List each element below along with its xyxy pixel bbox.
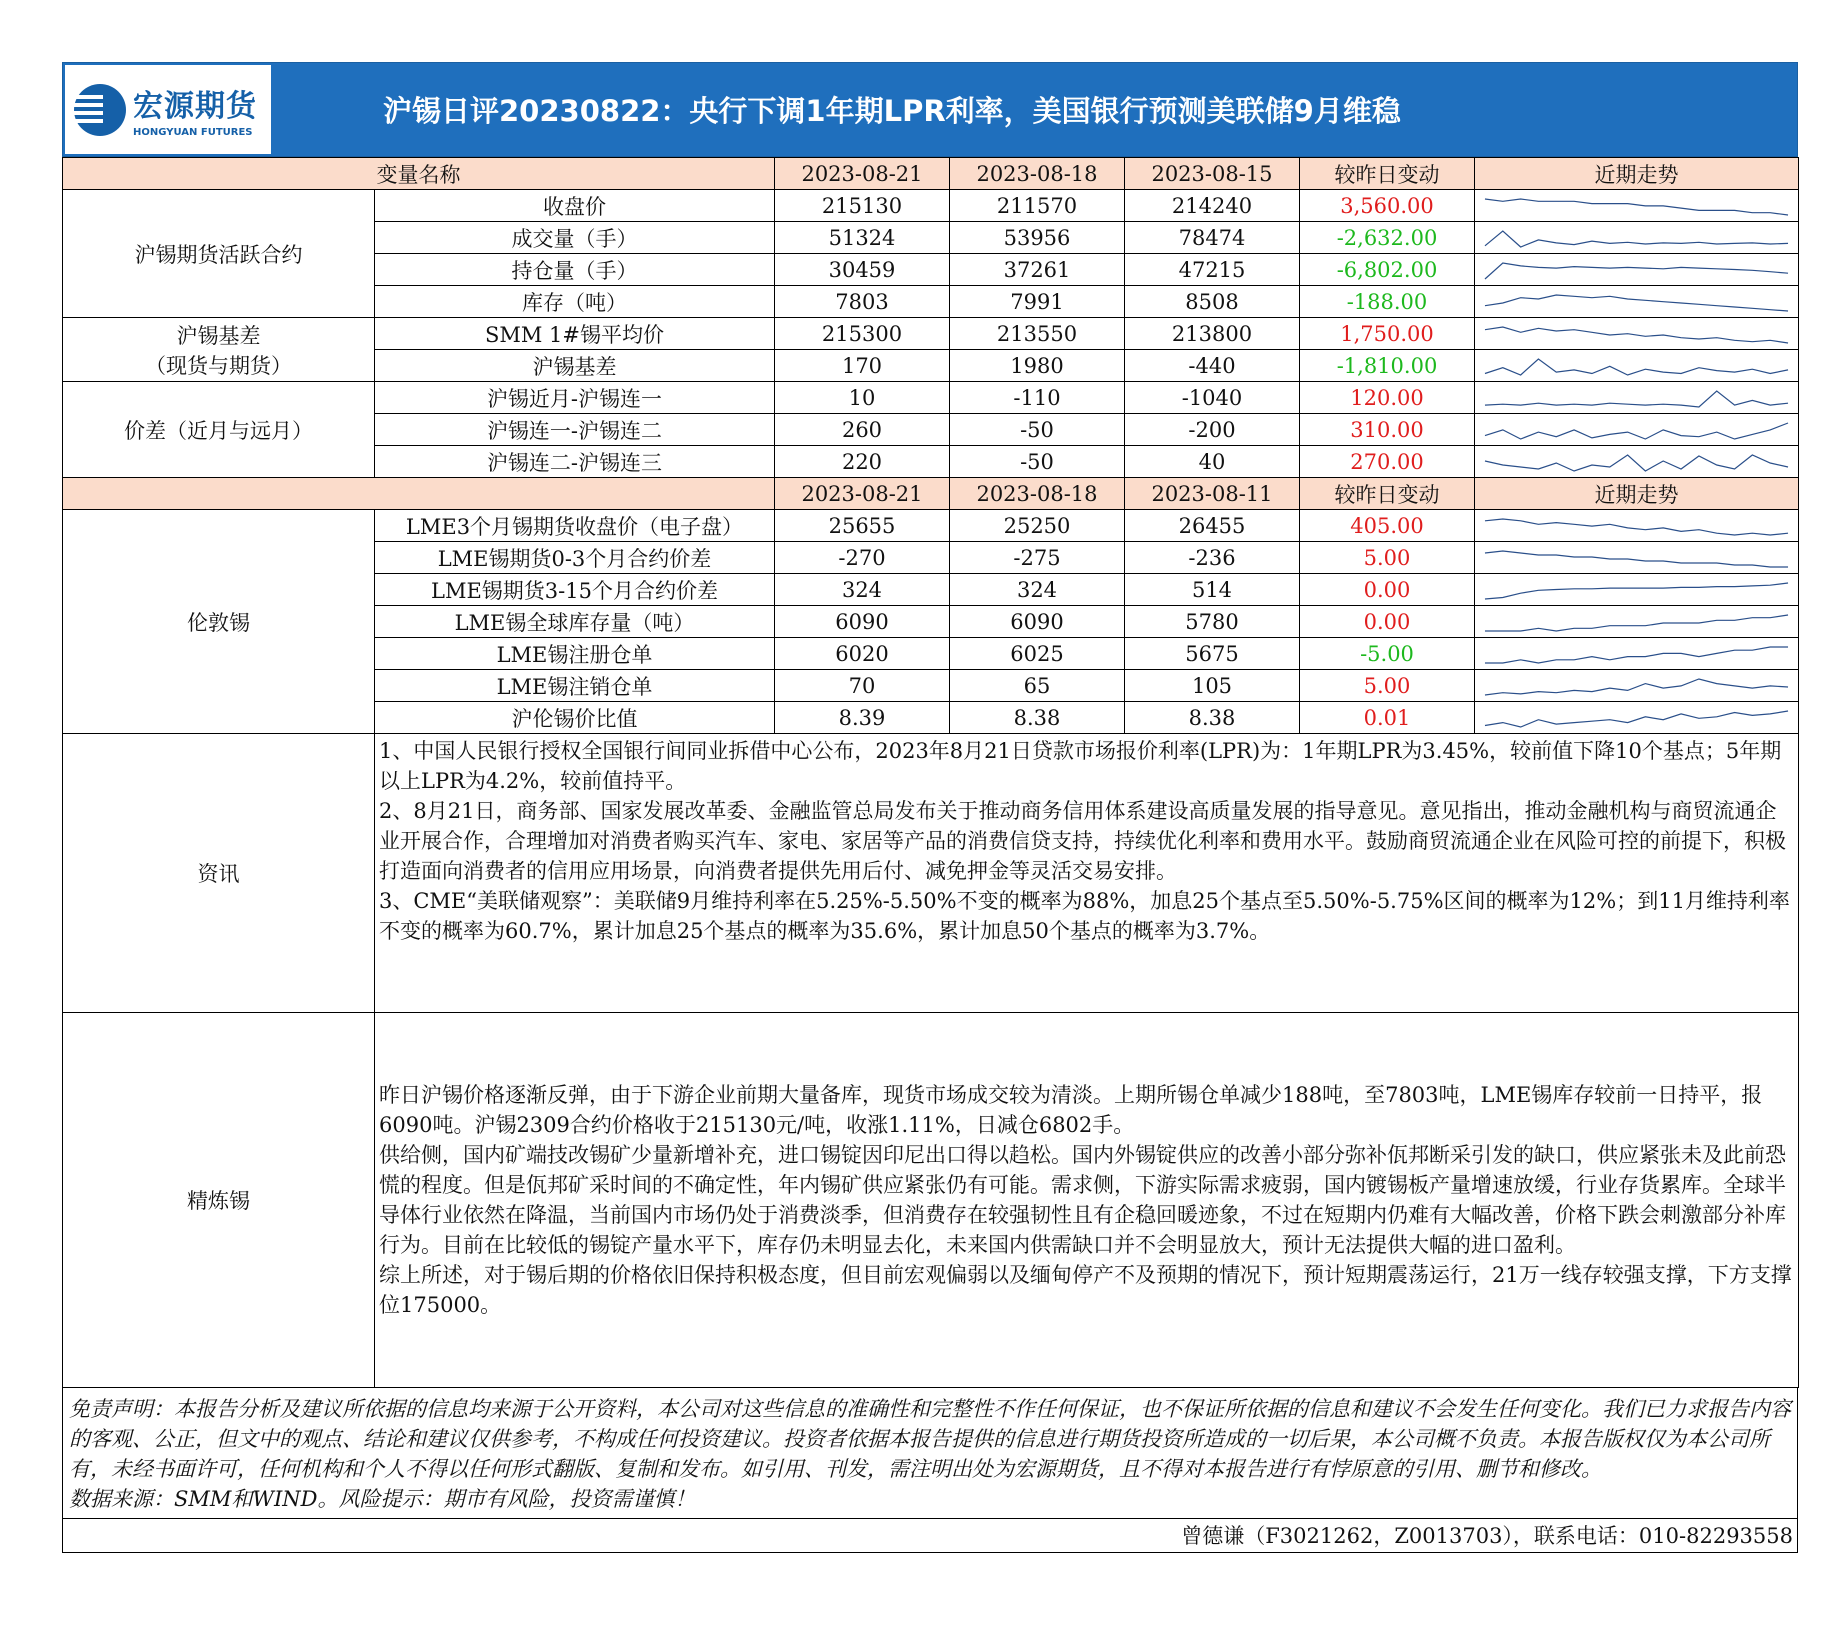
change-cell: 1,750.00 bbox=[1300, 318, 1475, 350]
change-cell: 120.00 bbox=[1300, 382, 1475, 414]
value-cell: 213800 bbox=[1125, 318, 1300, 350]
trend-sparkline bbox=[1475, 382, 1799, 414]
sparkline-line bbox=[1485, 359, 1788, 375]
news-content bbox=[375, 734, 1799, 1013]
value-cell: 5780 bbox=[1125, 606, 1300, 638]
header-trend: 近期走势 bbox=[1475, 478, 1799, 510]
value-cell: -50 bbox=[950, 446, 1125, 478]
variable-label: SMM 1#锡平均价 bbox=[375, 318, 775, 350]
value-cell: 25250 bbox=[950, 510, 1125, 542]
sparkline-line bbox=[1485, 615, 1788, 631]
change-cell: -188.00 bbox=[1300, 286, 1475, 318]
refined-paragraph: 昨日沪锡价格逐渐反弹，由于下游企业前期大量备库，现货市场成交较为清淡。上期所锡仓单减少188吨，至7803吨，LME锡库存较前一日持平，报6090吨。沪锡2309合约价格收于215130元/吨，收涨1.11%，日减仓6802手。 bbox=[379, 1083, 1763, 1137]
sparkline-chart bbox=[1475, 671, 1798, 700]
group-label bbox=[63, 190, 375, 318]
value-cell: 26455 bbox=[1125, 510, 1300, 542]
value-cell: -200 bbox=[1125, 414, 1300, 446]
sparkline-line bbox=[1485, 519, 1788, 535]
value-cell: 8.39 bbox=[775, 702, 950, 734]
refined-paragraph: 综上所述，对于锡后期的价格依旧保持积极态度，但目前宏观偏弱以及缅甸停产不及预期的情况下，预计短期震荡运行，21万一线存较强支撑，下方支撑位175000。 bbox=[379, 1263, 1792, 1317]
value-cell: 10 bbox=[775, 382, 950, 414]
report-header bbox=[62, 62, 1798, 157]
variable-label: 库存（吨） bbox=[375, 286, 775, 318]
sparkline-chart bbox=[1475, 703, 1798, 732]
header-date: 2023-08-15 bbox=[1125, 158, 1300, 190]
refined-label: 精炼锡 bbox=[63, 1013, 375, 1388]
change-cell: -5.00 bbox=[1300, 638, 1475, 670]
value-cell: -50 bbox=[950, 414, 1125, 446]
sparkline-chart bbox=[1475, 415, 1798, 444]
change-cell: 5.00 bbox=[1300, 542, 1475, 574]
sparkline-line bbox=[1485, 263, 1788, 279]
value-cell: 8.38 bbox=[950, 702, 1125, 734]
variable-label: LME锡期货3-15个月合约价差 bbox=[375, 574, 775, 606]
sparkline-chart bbox=[1475, 447, 1798, 476]
value-cell: 6090 bbox=[775, 606, 950, 638]
trend-sparkline bbox=[1475, 670, 1799, 702]
value-cell: 324 bbox=[950, 574, 1125, 606]
sparkline-chart bbox=[1475, 639, 1798, 668]
news-label: 资讯 bbox=[63, 734, 375, 1013]
value-cell: 7991 bbox=[950, 286, 1125, 318]
trend-sparkline bbox=[1475, 510, 1799, 542]
data-table bbox=[62, 157, 1799, 1388]
trend-sparkline bbox=[1475, 574, 1799, 606]
hongyuan-logo-icon bbox=[73, 73, 127, 147]
variable-label: 沪锡基差 bbox=[375, 350, 775, 382]
header-change: 较昨日变动 bbox=[1300, 478, 1475, 510]
sparkline-chart bbox=[1475, 511, 1798, 540]
value-cell: 65 bbox=[950, 670, 1125, 702]
sparkline-chart bbox=[1475, 383, 1798, 412]
value-cell: -236 bbox=[1125, 542, 1300, 574]
trend-sparkline bbox=[1475, 254, 1799, 286]
trend-sparkline bbox=[1475, 190, 1799, 222]
sparkline-line bbox=[1485, 423, 1788, 439]
change-cell: -2,632.00 bbox=[1300, 222, 1475, 254]
sparkline-chart bbox=[1475, 351, 1798, 380]
logo-en-text: HONGYUAN FUTURES bbox=[133, 127, 253, 138]
news-row bbox=[63, 734, 1799, 1013]
sparkline-line bbox=[1485, 551, 1788, 567]
value-cell: -110 bbox=[950, 382, 1125, 414]
data-row bbox=[63, 382, 1799, 414]
value-cell: 211570 bbox=[950, 190, 1125, 222]
group-name: 价差（近月与远月） bbox=[124, 418, 313, 443]
variable-label: LME3个月锡期货收盘价（电子盘） bbox=[375, 510, 775, 542]
value-cell: 30459 bbox=[775, 254, 950, 286]
change-cell: 5.00 bbox=[1300, 670, 1475, 702]
disclaimer bbox=[62, 1388, 1798, 1519]
header-date: 2023-08-11 bbox=[1125, 478, 1300, 510]
group-name: 沪锡期货活跃合约 bbox=[134, 242, 303, 267]
variable-label: LME锡注册仓单 bbox=[375, 638, 775, 670]
sparkline-chart bbox=[1475, 543, 1798, 572]
header-date: 2023-08-21 bbox=[775, 478, 950, 510]
value-cell: -1040 bbox=[1125, 382, 1300, 414]
value-cell: 25655 bbox=[775, 510, 950, 542]
value-cell: 5675 bbox=[1125, 638, 1300, 670]
change-cell: 405.00 bbox=[1300, 510, 1475, 542]
variable-label: LME锡全球库存量（吨） bbox=[375, 606, 775, 638]
value-cell: 215130 bbox=[775, 190, 950, 222]
header-date: 2023-08-18 bbox=[950, 158, 1125, 190]
value-cell: 170 bbox=[775, 350, 950, 382]
value-cell: 220 bbox=[775, 446, 950, 478]
sparkline-chart bbox=[1475, 319, 1798, 348]
trend-sparkline bbox=[1475, 606, 1799, 638]
change-cell: 0.00 bbox=[1300, 606, 1475, 638]
news-paragraph: 1、中国人民银行授权全国银行间同业拆借中心公布，2023年8月21日贷款市场报价利率(LPR)为：1年期LPR为3.45%，较前值下降10个基点；5年期以上LPR为4.2%，较前值持平。 bbox=[379, 739, 1782, 793]
change-cell: 0.00 bbox=[1300, 574, 1475, 606]
sparkline-chart bbox=[1475, 191, 1798, 220]
variable-label: LME锡注销仓单 bbox=[375, 670, 775, 702]
trend-sparkline bbox=[1475, 702, 1799, 734]
sparkline-line bbox=[1485, 391, 1788, 407]
header-date: 2023-08-18 bbox=[950, 478, 1125, 510]
refined-row bbox=[63, 1013, 1799, 1388]
data-source-text: 数据来源：SMM和WIND。风险提示：期市有风险，投资需谨慎！ bbox=[69, 1487, 696, 1511]
value-cell: 37261 bbox=[950, 254, 1125, 286]
value-cell: 40 bbox=[1125, 446, 1300, 478]
trend-sparkline bbox=[1475, 638, 1799, 670]
sparkline-chart bbox=[1475, 223, 1798, 252]
sparkline-chart bbox=[1475, 287, 1798, 316]
trend-sparkline bbox=[1475, 350, 1799, 382]
trend-sparkline bbox=[1475, 222, 1799, 254]
value-cell: 78474 bbox=[1125, 222, 1300, 254]
trend-sparkline bbox=[1475, 414, 1799, 446]
value-cell: 7803 bbox=[775, 286, 950, 318]
sparkline-chart bbox=[1475, 255, 1798, 284]
value-cell: 8.38 bbox=[1125, 702, 1300, 734]
value-cell: 215300 bbox=[775, 318, 950, 350]
group-label bbox=[63, 382, 375, 478]
refined-content bbox=[375, 1013, 1799, 1388]
trend-sparkline bbox=[1475, 446, 1799, 478]
value-cell: 1980 bbox=[950, 350, 1125, 382]
value-cell: -270 bbox=[775, 542, 950, 574]
header-row bbox=[63, 478, 1799, 510]
variable-label: LME锡期货0-3个月合约价差 bbox=[375, 542, 775, 574]
refined-paragraph: 供给侧，国内矿端技改锡矿少量新增补充，进口锡锭因印尼出口得以趋松。国内外锡锭供应的改善小部分弥补佤邦断采引发的缺口，供应紧张未及此前恐慌的程度。但是佤邦矿采时间的不确定性，年内锡矿供应紧张仍有可能。需求侧，下游实际需求疲弱，国内镀锡板产量增速放缓，行业存货累库。全球半导体行业依然在降温，当前国内市场仍处于消费淡季，但消费存在较强韧性且有企稳回暖迹象，不过在短期内仍难有大幅改善，价格下跌会刺激部分补库行为。目前在比较低的锡锭产量水平下，库存仍未明显去化，未来国内供需缺口并不会明显放大，预计无法提供大幅的进口盈利。 bbox=[379, 1143, 1786, 1257]
variable-label: 成交量（手） bbox=[375, 222, 775, 254]
company-logo bbox=[65, 65, 271, 154]
value-cell: 53956 bbox=[950, 222, 1125, 254]
report-sheet bbox=[62, 62, 1798, 1553]
sparkline-line bbox=[1485, 327, 1788, 343]
sparkline-line bbox=[1485, 647, 1788, 663]
variable-label: 持仓量（手） bbox=[375, 254, 775, 286]
group-subname: （现货与期货） bbox=[145, 353, 292, 378]
sparkline-line bbox=[1485, 199, 1788, 215]
disclaimer-text: 免责声明：本报告分析及建议所依据的信息均来源于公开资料，本公司对这些信息的准确性和完整性不作任何保证，也不保证所依据的信息和建议不会发生任何变化。我们已力求报告内容的客观、公正，但文中的观点、结论和建议仅供参考，不构成任何投资建议。投资者依据本报告提供的信息进行期货投资所造成的一切后果，本公司概不负责。本报告版权仅为本公司所有，未经书面许可，任何机构和个人不得以任何形式翻版、复制和发布。如引用、刊发，需注明出处为宏源期货，且不得对本报告进行有悖原意的引用、删节和修改。 bbox=[69, 1397, 1791, 1481]
sparkline-chart bbox=[1475, 575, 1798, 604]
value-cell: 324 bbox=[775, 574, 950, 606]
header-row bbox=[63, 158, 1799, 190]
variable-label: 收盘价 bbox=[375, 190, 775, 222]
contact-line: 曾德谦（F3021262，Z0013703），联系电话：010-82293558 bbox=[62, 1519, 1798, 1553]
sparkline-line bbox=[1485, 711, 1788, 727]
variable-label: 沪锡连二-沪锡连三 bbox=[375, 446, 775, 478]
report-title: 沪锡日评20230822：央行下调1年期LPR利率，美国银行预测美联储9月维稳 bbox=[383, 94, 1401, 128]
value-cell: 6020 bbox=[775, 638, 950, 670]
value-cell: 6025 bbox=[950, 638, 1125, 670]
variable-label: 沪锡连一-沪锡连二 bbox=[375, 414, 775, 446]
sparkline-line bbox=[1485, 679, 1788, 695]
change-cell: -1,810.00 bbox=[1300, 350, 1475, 382]
group-label: 伦敦锡 bbox=[63, 510, 375, 734]
sparkline-line bbox=[1485, 295, 1788, 311]
header-date: 2023-08-21 bbox=[775, 158, 950, 190]
value-cell: 105 bbox=[1125, 670, 1300, 702]
data-row bbox=[63, 510, 1799, 542]
value-cell: 514 bbox=[1125, 574, 1300, 606]
change-cell: 310.00 bbox=[1300, 414, 1475, 446]
change-cell: -6,802.00 bbox=[1300, 254, 1475, 286]
variable-label: 沪伦锡价比值 bbox=[375, 702, 775, 734]
variable-label: 沪锡近月-沪锡连一 bbox=[375, 382, 775, 414]
data-row bbox=[63, 190, 1799, 222]
news-paragraph: 3、CME“美联储观察”：美联储9月维持利率在5.25%-5.50%不变的概率为88%，加息25个基点至5.50%-5.75%区间的概率为12%；到11月维持利率不变的概率为60.7%，累计加息25个基点的概率为35.6%，累计加息50个基点的概率为3.7%。 bbox=[379, 889, 1790, 943]
sparkline-chart bbox=[1475, 607, 1798, 636]
value-cell: 51324 bbox=[775, 222, 950, 254]
group-name: 沪锡基差 bbox=[176, 323, 261, 348]
trend-sparkline bbox=[1475, 318, 1799, 350]
trend-sparkline bbox=[1475, 542, 1799, 574]
trend-sparkline bbox=[1475, 286, 1799, 318]
logo-cn-text: 宏源期货 bbox=[133, 89, 257, 124]
value-cell: 260 bbox=[775, 414, 950, 446]
change-cell: 3,560.00 bbox=[1300, 190, 1475, 222]
value-cell: 213550 bbox=[950, 318, 1125, 350]
header-variable-name bbox=[63, 478, 775, 510]
data-row bbox=[63, 318, 1799, 350]
value-cell: 6090 bbox=[950, 606, 1125, 638]
sparkline-line bbox=[1485, 231, 1788, 247]
sparkline-line bbox=[1485, 455, 1788, 471]
value-cell: -440 bbox=[1125, 350, 1300, 382]
value-cell: 70 bbox=[775, 670, 950, 702]
value-cell: 214240 bbox=[1125, 190, 1300, 222]
change-cell: 270.00 bbox=[1300, 446, 1475, 478]
change-cell: 0.01 bbox=[1300, 702, 1475, 734]
header-trend: 近期走势 bbox=[1475, 158, 1799, 190]
value-cell: 8508 bbox=[1125, 286, 1300, 318]
header-change: 较昨日变动 bbox=[1300, 158, 1475, 190]
header-variable-name: 变量名称 bbox=[63, 158, 775, 190]
value-cell: -275 bbox=[950, 542, 1125, 574]
value-cell: 47215 bbox=[1125, 254, 1300, 286]
news-paragraph: 2、8月21日，商务部、国家发展改革委、金融监管总局发布关于推动商务信用体系建设高质量发展的指导意见。意见指出，推动金融机构与商贸流通企业开展合作，合理增加对消费者购买汽车、家电、家居等产品的消费信贷支持，持续优化利率和费用水平。鼓励商贸流通企业在风险可控的前提下，积极打造面向消费者的信用应用场景，向消费者提供先用后付、减免押金等灵活交易安排。 bbox=[379, 799, 1786, 883]
group-label bbox=[63, 318, 375, 382]
sparkline-line bbox=[1485, 583, 1788, 599]
